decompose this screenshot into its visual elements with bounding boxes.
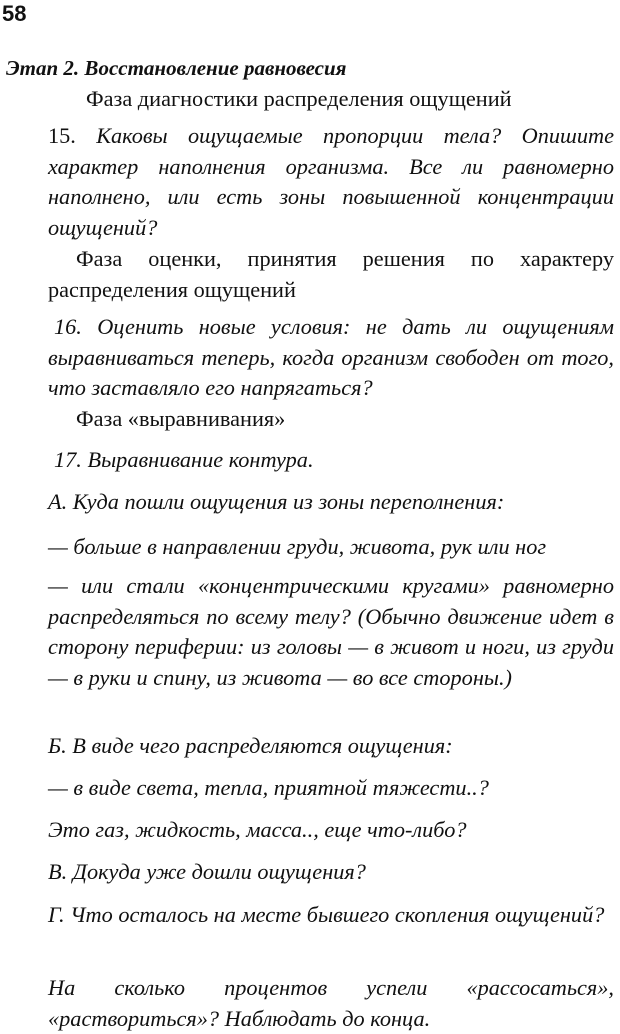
item-a-option-2: — или стали «концентрическими кругами» равномерно распределяться по всему телу? (Обычно движение идет в сторону периферии: из головы — в живот и ноги, из груди — в руки и спину, из живота — во все стороны.) — [48, 573, 614, 690]
item-b-option-1: — в виде света, тепла, приятной тяжести..? — [48, 775, 489, 800]
item-b-option-2: Это газ, жидкость, масса.., еще что-либо? — [48, 817, 467, 842]
item-a-option-1: — больше в направлении груди, живота, рук или ног — [48, 534, 547, 559]
question-16: 16. Оценить новые условия: не дать ли ощущениям выравниваться теперь, когда организм свободен от того, что заставляло его напрягаться? — [48, 314, 614, 400]
question-15-text: Каковы ощущаемые пропорции тела? Опишите характер наполнения организма. Все ли равномерно наполнено, или есть зоны повышенной концентрации ощущений? — [48, 123, 614, 240]
question-15 — [48, 121, 614, 243]
stage-title: Этап 2. Восстановление равновесия — [6, 56, 347, 80]
item-g: Г. Что осталось на месте бывшего скопления ощущений? — [48, 902, 605, 927]
phase-evaluation-heading: Фаза оценки, принятия решения по характеру распределения ощущений — [48, 246, 614, 302]
phase-diagnostics-heading: Фаза диагностики распределения ощущений — [86, 86, 512, 111]
item-a: А. Куда пошли ощущения из зоны переполнения: — [48, 489, 505, 514]
percent-question: На сколько процентов успели «рассосаться», «раствориться»? Наблюдать до конца. — [48, 975, 614, 1031]
phase-leveling-heading: Фаза «выравнивания» — [76, 406, 286, 431]
item-v: В. Докуда уже дошли ощущения? — [48, 859, 366, 884]
item-b: Б. В виде чего распределяются ощущения: — [48, 733, 453, 758]
question-15-number: 15. — [48, 123, 76, 148]
question-17: 17. Выравнивание контура. — [54, 447, 314, 472]
page-number: 58 — [2, 1, 27, 26]
